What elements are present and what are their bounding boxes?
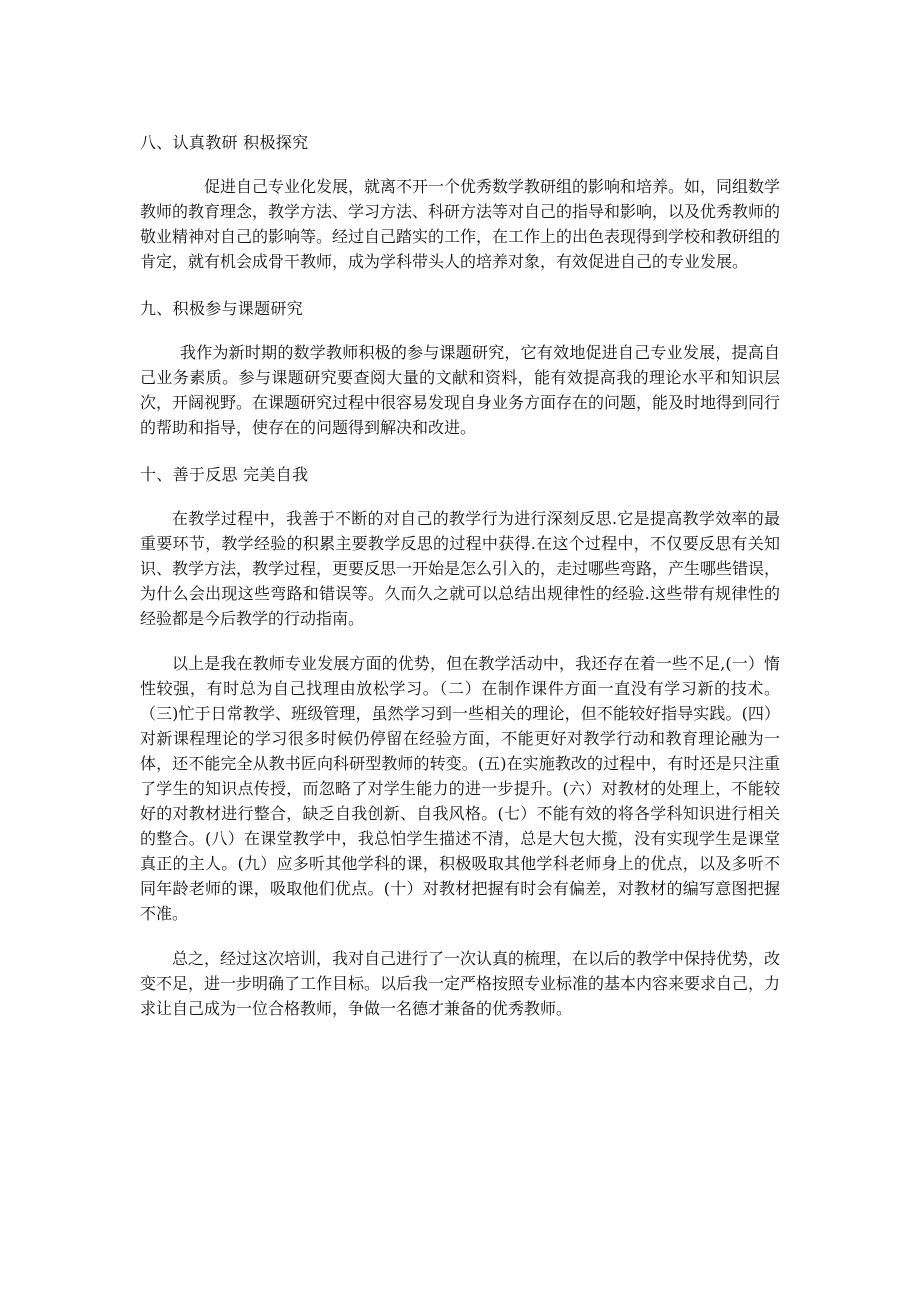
summary-paragraph-conclusion: 总之，经过这次培训，我对自己进行了一次认真的梳理，在以后的教学中保持优势，改变不足，进一步明确了工作目标。以后我一定严格按照专业标准的基本内容来要求自己，力求让自己成为一位合格教师，争做一名德才兼备的优秀教师。 [140,949,781,1018]
document-body [140,128,780,1021]
section-paragraph-10: 在教学过程中，我善于不断的对自己的教学行为进行深刻反思.它是提高教学效率的最重要环节，教学经验的积累主要教学反思的过程中获得.在这个过程中，不仅要反思有关知识、教学方法，教学过程，更要反思一开始是怎么引入的，走过哪些弯路，产生哪些错误，为什么会出现这些弯路和错误等。久而久之就可以总结出规律性的经验.这些带有规律性的经验都是今后教学的行动指南。 [140,509,781,628]
section-paragraph-8: 促进自己专业化发展，就离不开一个优秀数学教研组的影响和培养。如，同组数学教师的教育理念，教学方法、学习方法、科研方法等对自己的指导和影响，以及优秀教师的敬业精神对自己的影响等。经过自己踏实的工作，在工作上的出色表现得到学校和教研组的肯定，就有机会成骨干教师，成为学科带头人的培养对象，有效促进自己的专业发展。 [140,177,781,271]
section-heading-9: 九、积极参与课题研究 [140,299,304,318]
section-heading-8: 八、认真教研 积极探究 [140,133,309,152]
section-heading-10: 十、善于反思 完美自我 [140,465,309,484]
section-paragraph-9: 我作为新时期的数学教师积极的参与课题研究，它有效地促进自己专业发展，提高自己业务素质。参与课题研究要查阅大量的文献和资料，能有效提高我的理论水平和知识层次，开阔视野。在课题研究过程中很容易发现自身业务方面存在的问题，能及时地得到同行的帮助和指导，使存在的问题得到解决和改进。 [140,343,781,437]
summary-paragraph-shortcomings: 以上是我在教师专业发展方面的优势，但在教学活动中，我还存在着一些不足,(一）惰性较强，有时总为自己找理由放松学习。（二）在制作课件方面一直没有学习新的技术。（三)忙于日常教学、班级管理，虽然学习到一些相关的理论，但不能较好指导实践。(四）对新课程理论的学习很多时候仍停留在经验方面，不能更好对教学行动和教育理论融为一体，还不能完全从教书匠向科研型教师的转变。(五)在实施教改的过程中，有时还是只注重了学生的知识点传授，而忽略了对学生能力的进一步提升。(六）对教材的处理上，不能较好的对教材进行整合，缺乏自我创新、自我风格。(七）不能有效的将各学科知识进行相关的整合。(八）在课堂教学中，我总怕学生描述不清，总是大包大揽，没有实现学生是课堂真正的主人。(九）应多听其他学科的课，积极吸取其他学科老师身上的优点，以及多听不同年龄老师的课，吸取他们优点。(十）对教材把握有时会有偏差，对教材的编写意图把握不准。 [140,654,780,923]
